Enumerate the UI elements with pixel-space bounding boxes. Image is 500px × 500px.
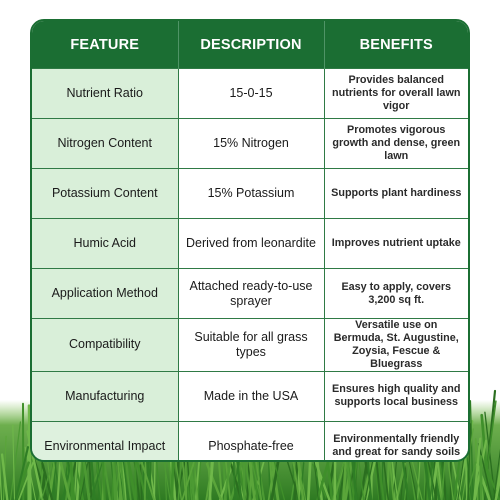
description-cell: 15-0-15 bbox=[178, 69, 324, 119]
description-cell: Made in the USA bbox=[178, 371, 324, 421]
table-row bbox=[32, 269, 468, 319]
feature-cell: Nutrient Ratio bbox=[32, 69, 178, 119]
feature-cell: Manufacturing bbox=[32, 371, 178, 421]
benefit-cell: Provides balanced nutrients for overall lawn vigor bbox=[324, 69, 468, 119]
benefit-cell: Environmentally friendly and great for sandy soils bbox=[324, 421, 468, 462]
description-cell: Suitable for all grass types bbox=[178, 319, 324, 372]
table-row bbox=[32, 421, 468, 462]
feature-cell: Humic Acid bbox=[32, 219, 178, 269]
table-row bbox=[32, 319, 468, 372]
table-row bbox=[32, 119, 468, 169]
table-row bbox=[32, 169, 468, 219]
feature-table-card bbox=[30, 19, 470, 462]
benefit-cell: Easy to apply, covers 3,200 sq ft. bbox=[324, 269, 468, 319]
description-cell: Derived from leonardite bbox=[178, 219, 324, 269]
table-row bbox=[32, 69, 468, 119]
feature-cell: Nitrogen Content bbox=[32, 119, 178, 169]
header-description: DESCRIPTION bbox=[178, 21, 324, 69]
feature-cell: Compatibility bbox=[32, 319, 178, 372]
benefit-cell: Ensures high quality and supports local business bbox=[324, 371, 468, 421]
header-benefits: BENEFITS bbox=[324, 21, 468, 69]
feature-table bbox=[32, 21, 468, 462]
description-cell: 15% Nitrogen bbox=[178, 119, 324, 169]
table-row bbox=[32, 219, 468, 269]
benefit-cell: Promotes vigorous growth and dense, green lawn bbox=[324, 119, 468, 169]
benefit-cell: Improves nutrient uptake bbox=[324, 219, 468, 269]
feature-cell: Environmental Impact bbox=[32, 421, 178, 462]
benefit-cell: Versatile use on Bermuda, St. Augustine, Zoysia, Fescue & Bluegrass bbox=[324, 319, 468, 372]
table-header-row bbox=[32, 21, 468, 69]
header-feature: FEATURE bbox=[32, 21, 178, 69]
description-cell: 15% Potassium bbox=[178, 169, 324, 219]
benefit-cell: Supports plant hardiness bbox=[324, 169, 468, 219]
description-cell: Phosphate-free bbox=[178, 421, 324, 462]
description-cell: Attached ready-to-use sprayer bbox=[178, 269, 324, 319]
table-row bbox=[32, 371, 468, 421]
feature-cell: Application Method bbox=[32, 269, 178, 319]
feature-cell: Potassium Content bbox=[32, 169, 178, 219]
